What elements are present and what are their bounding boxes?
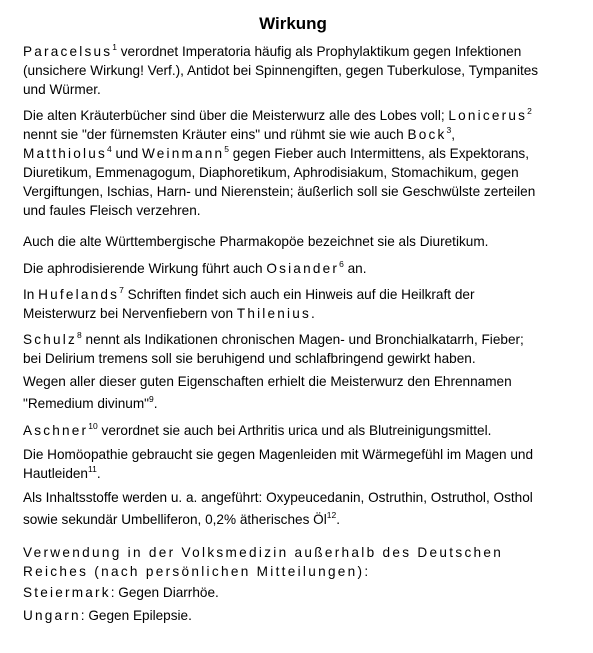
text-segment: . xyxy=(311,306,315,321)
text-line: Als Inhaltsstoffe werden u. a. angeführt: Oxypeucedanin, Ostruthin, Ostruthol, Osthol xyxy=(23,490,533,505)
text-segment: Schriften findet sich auch ein Hinweis auf die Heilkraft der xyxy=(123,287,475,302)
paragraph-aschner xyxy=(23,421,563,440)
text-segment: nennt sie "der fürnemsten Kräuter eins" und rühmt sie wie auch xyxy=(23,127,408,142)
author-name: Bock xyxy=(407,127,447,142)
text-line: Auch die alte Württembergische Pharmakopöe bezeichnet sie als Diuretikum. xyxy=(23,234,489,249)
paragraph-paracelsus xyxy=(23,42,563,99)
region-name: Steiermark xyxy=(23,585,111,600)
author-name: Matthiolus xyxy=(23,146,107,161)
section-heading xyxy=(23,543,563,581)
footnote-ref: 12 xyxy=(326,510,337,520)
text-segment: gegen Fieber auch Intermittens, als Expektorans, xyxy=(229,146,529,161)
author-name: Lonicerus xyxy=(448,108,528,123)
paragraph-hufeland xyxy=(23,285,563,323)
use-text: Gegen Diarrhöe. xyxy=(118,585,219,600)
footnote-ref: 5 xyxy=(224,144,230,154)
text-segment: und xyxy=(111,146,142,161)
text-line: Wegen aller dieser guten Eigenschaften erhielt die Meisterwurz den Ehrennamen xyxy=(23,374,512,389)
footnote-ref: 2 xyxy=(527,106,532,116)
paragraph-kraeuterbuecher xyxy=(23,106,563,220)
author-name: Weinmann xyxy=(141,146,225,161)
separator: : xyxy=(110,585,119,600)
text-segment: "Remedium divinum" xyxy=(23,396,149,411)
text-line: Die Homöopathie gebraucht sie gegen Magenleiden mit Wärmegefühl im Magen und xyxy=(23,447,534,462)
text-segment: Hautleiden xyxy=(23,466,88,481)
paragraph-osiander xyxy=(23,259,563,278)
text-line: Diuretikum, Emmenagogum, Diaphoretikum, Aphrodisiakum, Stomachikum, gegen xyxy=(23,165,519,180)
footnote-ref: 4 xyxy=(106,144,112,154)
page-title: Wirkung xyxy=(259,14,327,33)
author-name: Thilenius xyxy=(236,306,312,321)
paragraph-homoeopathie xyxy=(23,445,563,483)
author-name: Osiander xyxy=(266,261,340,276)
author-name: Paracelsus xyxy=(23,44,113,59)
text-segment: . xyxy=(96,466,101,481)
text-segment: . xyxy=(336,512,340,527)
text-segment: . xyxy=(153,396,158,411)
text-segment: Die alten Kräuterbücher sind über die Meisterwurz alle des Lobes voll; xyxy=(23,108,449,123)
section-heading-line: Reiches (nach persönlichen Mitteilungen): xyxy=(23,564,371,579)
text-segment: nennt als Indikationen chronischen Magen- und Bronchialkatarrh, Fieber; xyxy=(81,332,524,347)
text-segment: sowie sekundär Umbelliferon, 0,2% ätherisches Öl xyxy=(23,512,327,527)
region-name: Ungarn xyxy=(23,608,81,623)
footnote-ref: 10 xyxy=(88,421,98,431)
author-name: Schulz xyxy=(23,332,78,347)
text-line: und faules Fleisch verzehren. xyxy=(23,203,201,218)
paragraph-schulz xyxy=(23,330,563,368)
text-line: (unsichere Wirkung! Verf.), Antidot bei Spinnengiften, gegen Tuberkulose, Tympanites xyxy=(23,63,539,78)
text-segment: , xyxy=(451,127,455,142)
footnote-ref: 6 xyxy=(339,259,344,269)
footnote-ref: 11 xyxy=(88,464,97,474)
author-name: Aschner xyxy=(23,423,89,438)
text-segment: In xyxy=(23,287,39,302)
footnote-ref: 1 xyxy=(112,42,117,52)
footnote-ref: 8 xyxy=(77,330,82,340)
use-entry xyxy=(23,606,563,625)
paragraph-pharmakopoee xyxy=(23,232,563,251)
paragraph-inhaltsstoffe xyxy=(23,488,563,529)
footnote-ref: 3 xyxy=(446,125,452,135)
text-segment: Meisterwurz bei Nervenfiebern von xyxy=(23,306,237,321)
use-text: Gegen Epilepsie. xyxy=(88,608,192,623)
text-line: Vergiftungen, Ischias, Harn- und Nierenstein; äußerlich soll sie Geschwülste zerteilen xyxy=(23,184,536,199)
text-segment: Die aphrodisierende Wirkung führt auch xyxy=(23,261,267,276)
section-heading-line: Verwendung in der Volksmedizin außerhalb des Deutschen xyxy=(23,545,504,560)
text-segment: verordnet Imperatoria häufig als Prophylaktikum gegen Infektionen xyxy=(116,44,522,59)
text-line: bei Delirium tremens soll sie beruhigend und schlafbringend gewirkt haben. xyxy=(23,351,476,366)
footnote-ref: 7 xyxy=(119,285,124,295)
separator: : xyxy=(80,608,89,623)
footnote-ref: 9 xyxy=(149,394,154,404)
text-segment: verordnet sie auch bei Arthritis urica und als Blutreinigungsmittel. xyxy=(97,423,492,438)
author-name: Hufelands xyxy=(38,287,120,302)
text-segment: an. xyxy=(343,261,367,276)
use-entry xyxy=(23,583,563,602)
paragraph-remedium xyxy=(23,372,563,413)
text-line: und Würmer. xyxy=(23,82,101,97)
